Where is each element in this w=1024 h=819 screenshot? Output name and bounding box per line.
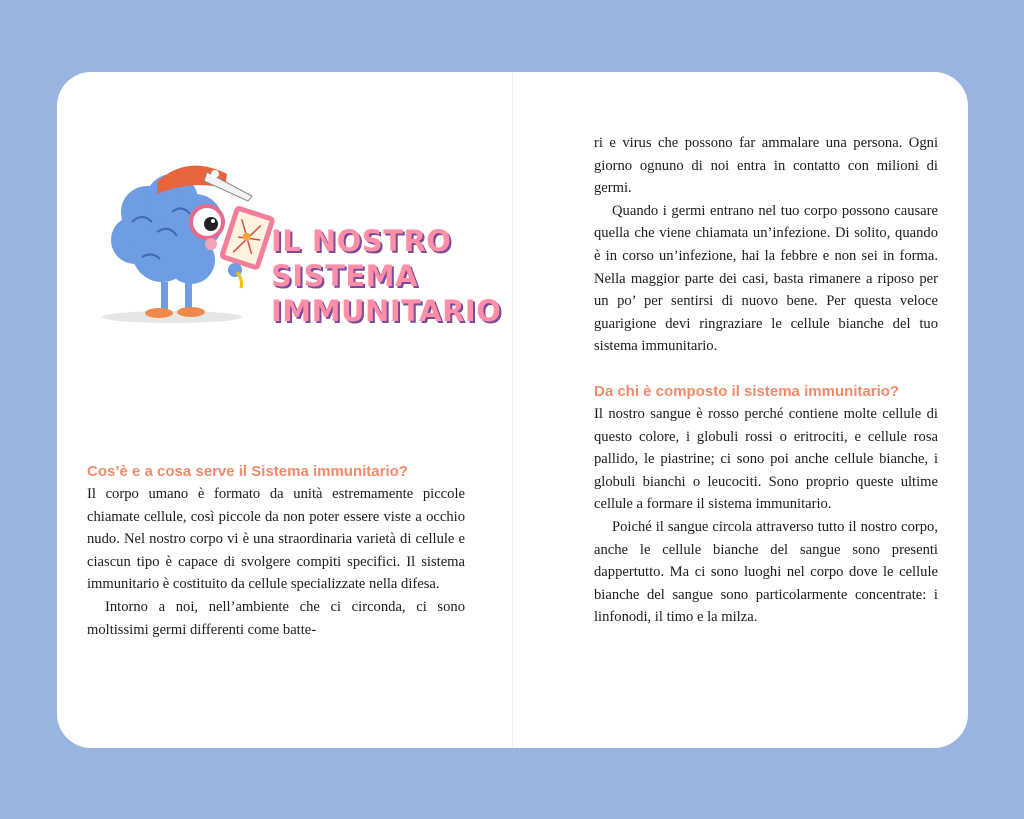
title-line-2: SISTEMA: [271, 259, 418, 293]
paragraph-6: Poiché il sangue circola attraverso tutto il nostro corpo, anche le cellule bianche del sangue sono presenti dappertutto. Ma ci sono luoghi nel corpo dove le cellule bianche del sangue sono particolarmente concentrate: i linfonodi, il timo e la milza.: [594, 518, 938, 626]
chapter-title: [271, 224, 502, 329]
paragraph-4: Quando i germi entrano nel tuo corpo possono causare quella che viene chiamata un’infezione. Di solito, quando è in corso un’infezione, hai la febbre e non sei in forma. Nella maggior parte dei casi, basta rimanere a riposo per un po’ per sentirsi di nuovo bene. Per questa veloce guarigione devi ringraziare le cellule bianche del tuo sistema immunitario.: [594, 202, 938, 355]
book-spread: [57, 72, 968, 748]
paragraph-2: Intorno a noi, nell’ambiente che ci circonda, ci sono moltissimi germi differenti come batte-: [87, 598, 465, 638]
paragraph-1: Il corpo umano è formato da unità estremamente piccole chiamate cellule, così piccole da non poter essere viste a occhio nudo. Nel nostro corpo vi è una straordinaria varietà di cellule e ciascun tipo è capace di svolgere compiti specifici. Il sistema immunitario è costituito da cellule specializzate nella difesa.: [87, 486, 465, 593]
left-page: [57, 72, 512, 748]
right-column: [594, 132, 938, 629]
paragraph-3: ri e virus che possono far ammalare una persona. Ogni giorno ognuno di noi entra in contatto con milioni di germi.: [594, 135, 938, 197]
left-column: [87, 460, 465, 641]
section-heading-1: Cos’è e a cosa serve il Sistema immunitario?: [87, 463, 408, 480]
right-page: [512, 72, 968, 748]
brain-mascot-illustration: [87, 152, 277, 332]
paragraph-5: Il nostro sangue è rosso perché contiene molte cellule di questo colore, i globuli rossi o eritrociti, e cellule rosa pallido, le piastrine; ci sono poi anche cellule bianche, i globuli bianchi o leucociti. Sono proprio queste ultime cellule a formare il sistema immunitario.: [594, 405, 938, 513]
title-line-3: IMMUNITARIO: [271, 294, 502, 328]
section-heading-2: Da chi è composto il sistema immunitario?: [594, 382, 900, 400]
title-line-1: IL NOSTRO: [271, 224, 452, 258]
